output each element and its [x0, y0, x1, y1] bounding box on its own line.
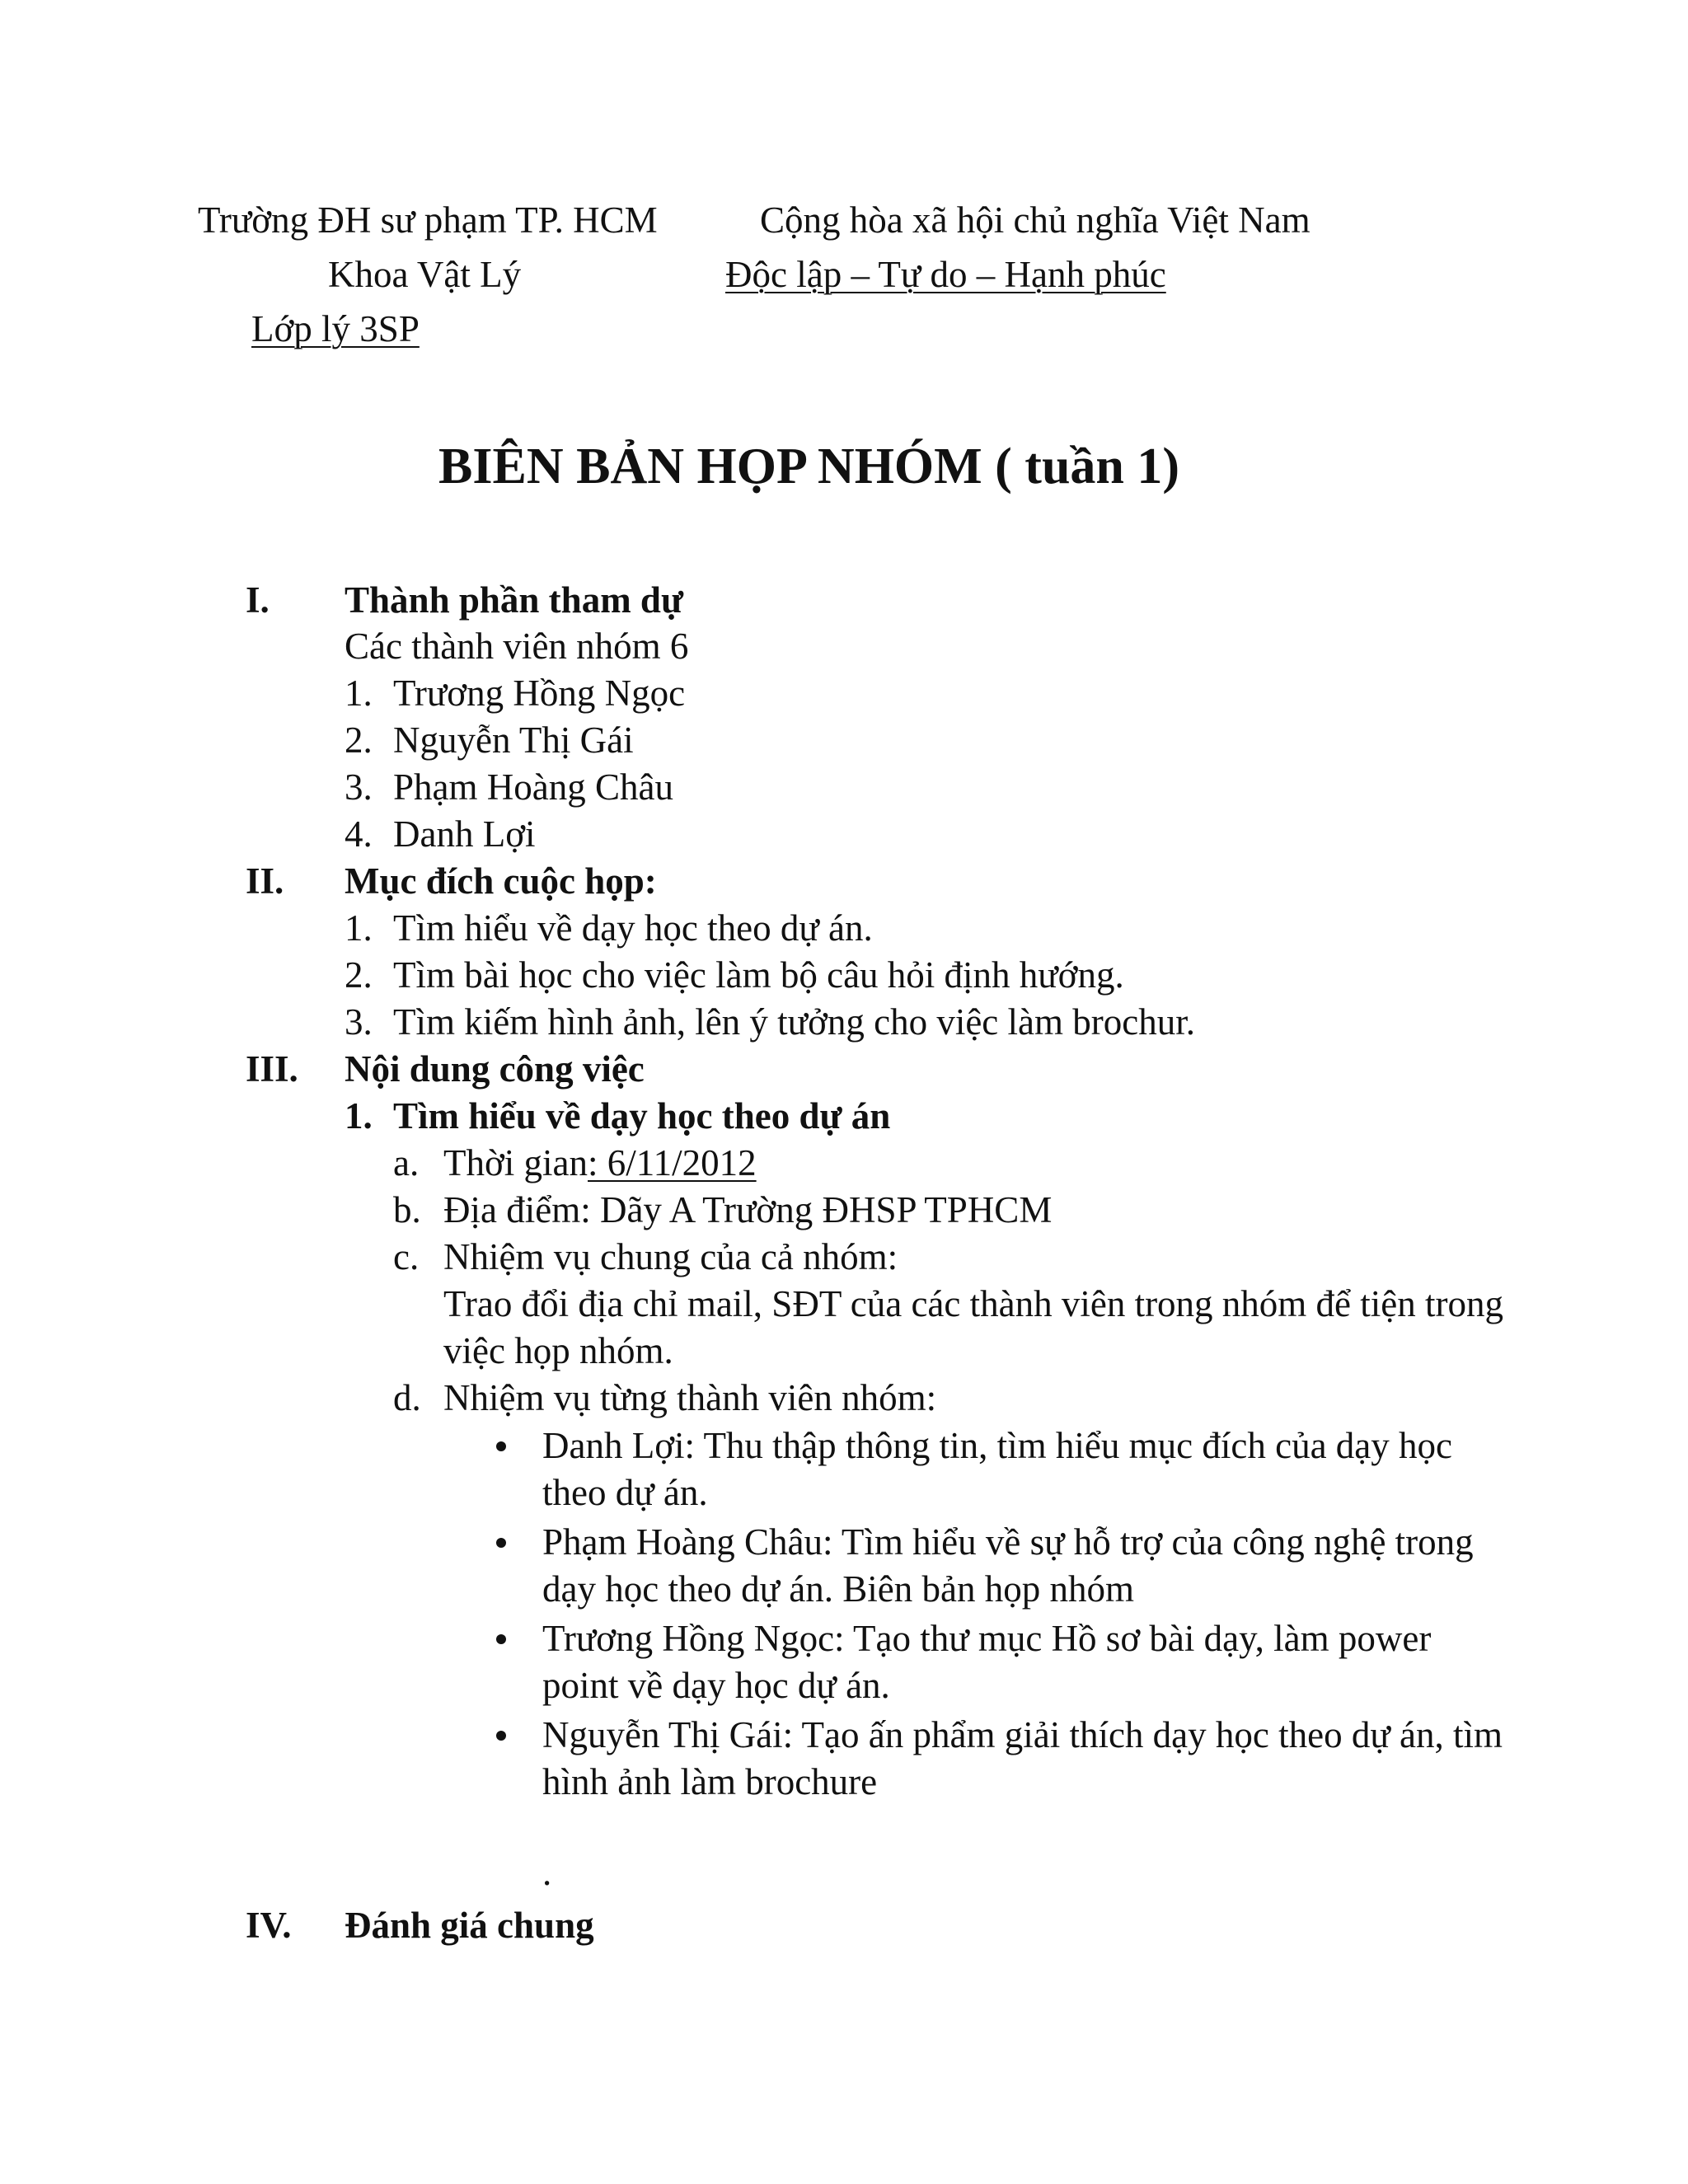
member-name: Nguyễn Thị Gái: [393, 719, 634, 761]
common-task-label: Nhiệm vụ chung của cả nhóm:: [443, 1236, 898, 1277]
member-task-text: theo dự án.: [542, 1472, 708, 1513]
list-number: 3.: [345, 766, 373, 808]
subsection-number: 1.: [345, 1095, 373, 1137]
time-label: Thời gian: [443, 1142, 588, 1183]
bullet-icon: [496, 1441, 506, 1451]
item-letter: d.: [393, 1377, 421, 1418]
purpose-item: Tìm hiểu về dạy học theo dự án.: [393, 907, 873, 949]
section-3-heading: Nội dung công việc: [345, 1048, 645, 1090]
list-number: 2.: [345, 954, 373, 996]
common-task-text: Trao đổi địa chỉ mail, SĐT của các thành viên trong nhóm để tiện trong: [443, 1283, 1503, 1324]
member-task-text: Nguyễn Thị Gái: Tạo ấn phẩm giải thích dạy học theo dự án, tìm: [542, 1714, 1503, 1755]
bullet-icon: [496, 1538, 506, 1548]
list-number: 4.: [345, 813, 373, 855]
section-1-intro: Các thành viên nhóm 6: [345, 626, 689, 667]
member-task-text: Danh Lợi: Thu thập thông tin, tìm hiểu mục đích của dạy học: [542, 1425, 1452, 1466]
item-letter: a.: [393, 1142, 420, 1183]
section-2-numeral: II.: [246, 860, 284, 902]
member-task-text: hình ảnh làm brochure: [542, 1761, 878, 1802]
time-value: : 6/11/2012: [588, 1142, 757, 1183]
section-3-numeral: III.: [246, 1048, 298, 1090]
list-number: 2.: [345, 719, 373, 761]
bullet-icon: [496, 1634, 506, 1644]
class-name: Lớp lý 3SP: [251, 308, 420, 349]
time-detail: [443, 1142, 757, 1183]
national-motto: Độc lập – Tự do – Hạnh phúc: [725, 254, 1166, 295]
document-title: BIÊN BẢN HỌP NHÓM ( tuần 1): [438, 438, 1180, 494]
location-detail: Địa điểm: Dãy A Trường ĐHSP TPHCM: [443, 1189, 1053, 1230]
section-4-heading: Đánh giá chung: [345, 1905, 594, 1946]
purpose-item: Tìm bài học cho việc làm bộ câu hỏi định hướng.: [393, 954, 1124, 996]
member-name: Trương Hồng Ngọc: [393, 673, 686, 714]
faculty-name: Khoa Vật Lý: [328, 254, 522, 295]
item-letter: c.: [393, 1236, 420, 1277]
section-2-heading: Mục đích cuộc họp:: [345, 860, 657, 902]
member-name: Danh Lợi: [393, 813, 536, 855]
section-1-heading: Thành phần tham dự: [345, 579, 683, 621]
section-1-numeral: I.: [246, 579, 270, 621]
list-number: 1.: [345, 673, 373, 714]
list-number: 3.: [345, 1001, 373, 1043]
member-task-text: dạy học theo dự án. Biên bản họp nhóm: [542, 1568, 1135, 1610]
school-name: Trường ĐH sư phạm TP. HCM: [198, 199, 658, 241]
member-tasks-label: Nhiệm vụ từng thành viên nhóm:: [443, 1377, 937, 1418]
common-task-text: việc họp nhóm.: [443, 1330, 673, 1371]
section-4-numeral: IV.: [246, 1905, 292, 1946]
trailing-dot: .: [542, 1852, 552, 1893]
country-name: Cộng hòa xã hội chủ nghĩa Việt Nam: [760, 199, 1311, 241]
member-task-text: Phạm Hoàng Châu: Tìm hiểu về sự hỗ trợ của công nghệ trong: [542, 1521, 1474, 1563]
item-letter: b.: [393, 1189, 421, 1230]
purpose-item: Tìm kiếm hình ảnh, lên ý tưởng cho việc làm brochur.: [393, 1001, 1195, 1043]
member-task-text: Trương Hồng Ngọc: Tạo thư mục Hồ sơ bài dạy, làm power: [542, 1618, 1432, 1659]
subsection-heading: Tìm hiểu về dạy học theo dự án: [393, 1095, 891, 1137]
list-number: 1.: [345, 907, 373, 949]
member-name: Phạm Hoàng Châu: [393, 766, 673, 808]
bullet-icon: [496, 1731, 506, 1741]
member-task-text: point về dạy học dự án.: [542, 1665, 890, 1706]
